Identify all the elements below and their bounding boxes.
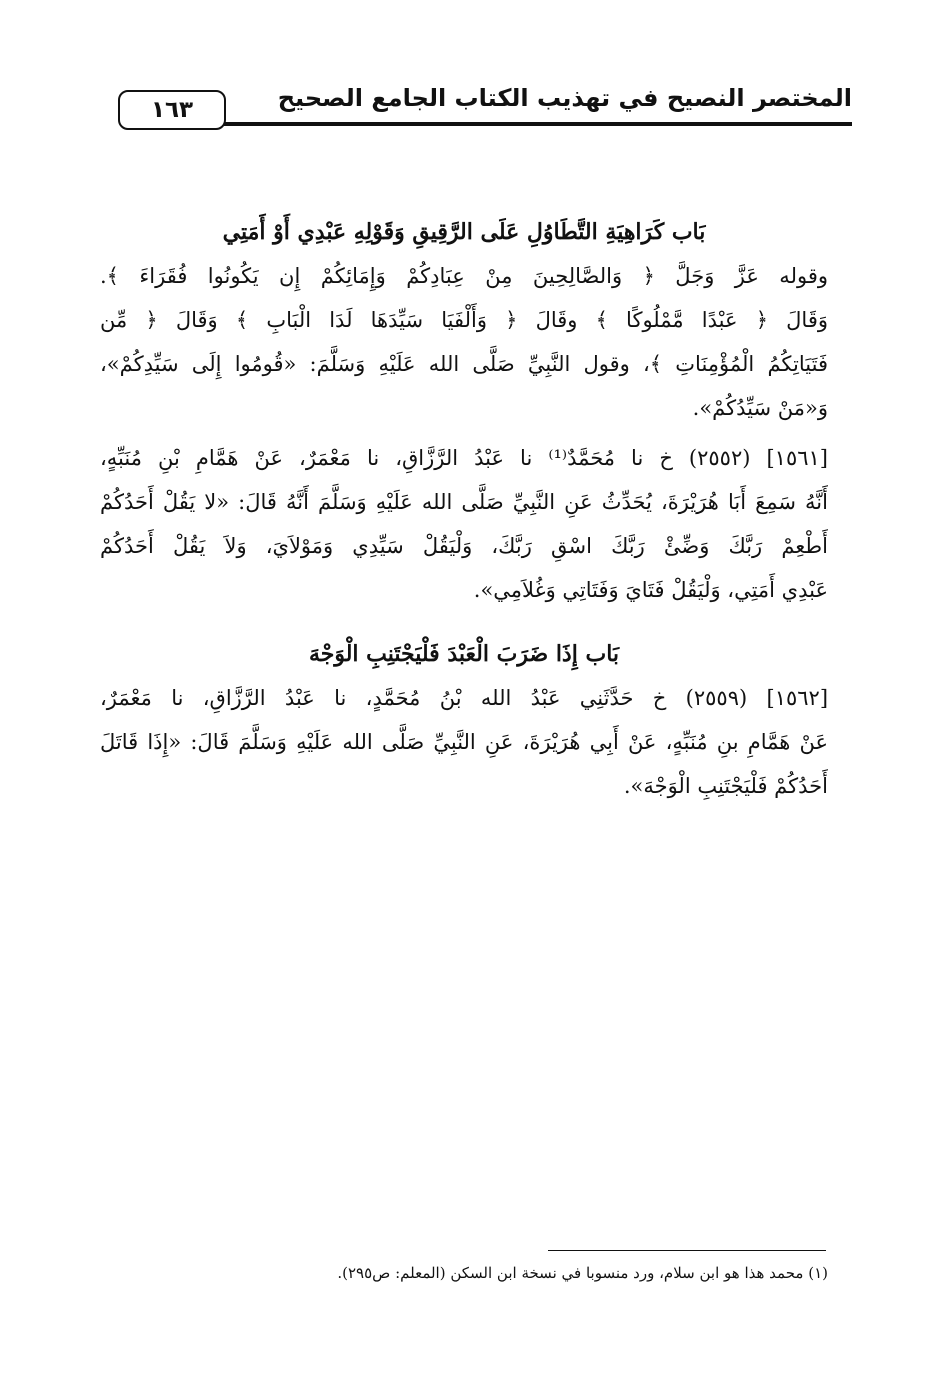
text-line: وقوله عَزَّ وَجَلَّ ﴿ وَالصَّالِحِينَ مِنْ عِبَادِكُمْ وَإِمَائِكُمْ إِن يَكُونُوا فُقَرَاءَ ﴾. [100, 264, 828, 288]
footnote: (١) محمد هذا هو ابن سلام، ورد منسوبا في نسخة ابن السكن (المعلم: ص٢٩٥). [337, 1264, 828, 1282]
text-line: فَتَيَاتِكُمُ الْمُؤْمِنَاتِ ﴾، وقول النَّبِيِّ صَلَّى الله عَلَيْهِ وَسَلَّمَ: «قُومُوا إِلَى سَيِّدِكُمْ»، [100, 352, 828, 376]
main-text [100, 210, 828, 808]
hadith-1561-line: [١٥٦١] (٢٥٥٢) خ نا مُحَمَّدٌ⁽¹⁾ نا عَبْدُ الرَّزَّاقِ، نا مَعْمَرٌ، عَنْ هَمَّامِ بْنِ مُنَبِّهٍ، [100, 446, 828, 470]
text-line: وَ«مَنْ سَيِّدُكُمْ». [692, 396, 828, 420]
page-number-frame [118, 90, 226, 130]
hadith-1561-line: أَنَّهُ سَمِعَ أَبَا هُرَيْرَةَ، يُحَدِّثُ عَنِ النَّبِيِّ صَلَّى الله عَلَيْهِ وَسَلَّمَ أَنَّهُ قَالَ: «لا يَقُلْ أَحَدُكُمْ [100, 490, 828, 514]
page-number: ١٦٣ [150, 97, 194, 123]
hadith-1561-line: عَبْدِي أَمَتِي، وَلْيَقُلْ فَتَايَ وَفَتَاتِي وَغُلاَمِي». [473, 578, 828, 602]
hadith-1561-line: أَطْعِمْ رَبَّكَ وَضِّئْ رَبَّكَ اسْقِ رَبَّكَ، وَلْيَقُلْ سَيِّدِي وَمَوْلاَيَ، وَلاَ يَقُلْ أَحَدُكُمْ [100, 534, 828, 558]
text-line: وَقَالَ ﴿ عَبْدًا مَّمْلُوكًا ﴾ وقَالَ ﴿ وَأَلْفَيَا سَيِّدَهَا لَدَا الْبَابِ ﴾ وَقَالَ ﴿ مِّن [100, 308, 828, 332]
header-rule [220, 122, 852, 126]
chapter-heading-striking: بَاب إِذَا ضَرَبَ الْعَبْدَ فَلْيَجْتَنِبِ الْوَجْهَ [308, 641, 620, 667]
spacer [100, 612, 828, 632]
hadith-1562-line: عَنْ هَمَّامِ بنِ مُنَبِّهٍ، عَنْ أَبِي هُرَيْرَةَ، عَنِ النَّبِيِّ صَلَّى الله عَلَيْهِ وَسَلَّمَ قَالَ: «إِذَا قَاتَلَ [100, 730, 828, 754]
chapter-heading-slavery: بَاب كَرَاهِيَةِ التَّطَاوُلِ عَلَى الرَّقِيقِ وَقَوْلِهِ عَبْدِي أَوْ أَمَتِي [222, 219, 706, 245]
running-title: المختصر النصيح في تهذيب الكتاب الجامع الصحيح [277, 84, 852, 112]
page-header [100, 84, 852, 144]
footnote-separator [548, 1250, 826, 1251]
hadith-1562-line: [١٥٦٢] (٢٥٥٩) خ حَدَّثَنِي عَبْدُ الله بْنُ مُحَمَّدٍ، نا عَبْدُ الرَّزَّاقِ، نا مَعْمَرٌ، [100, 686, 828, 710]
hadith-1562-line: أَحَدُكُمْ فَلْيَجْتَنِبِ الْوَجْهَ». [623, 774, 828, 798]
